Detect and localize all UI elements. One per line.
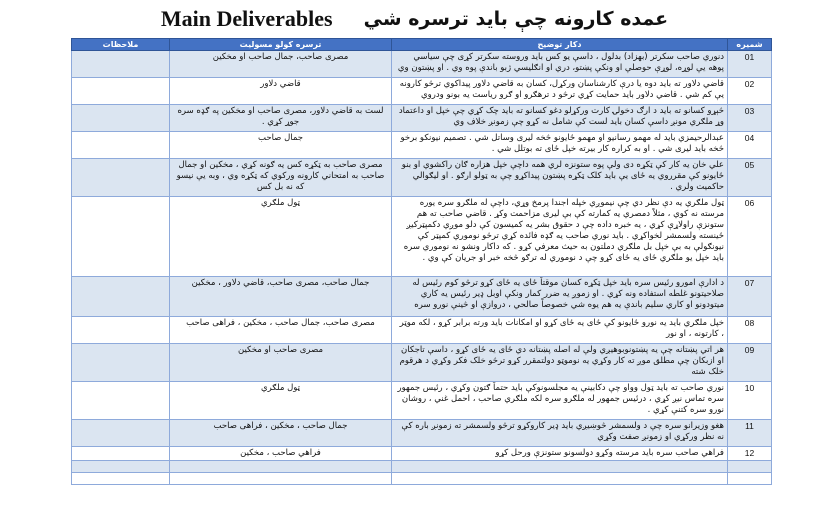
row-number: 02: [728, 78, 772, 105]
row-responsible: مصری صاحب به ټکړه کس یه ګونه کړي ، مخکین او جمال صاحب به امتحاني کارونه ورکوي که ټکړه وي ، وبه یې نیسو که نه بل کس: [170, 159, 392, 197]
title-pashto: عمده کارونه چې باید ترسره شي: [363, 8, 669, 30]
table-row: [72, 51, 772, 78]
title-english: Main Deliverables: [160, 6, 333, 31]
row-description: عبدالرحیمزي باید له مهمو رسانیو او مهمو ځایونو څخه لیری وساتل شي . تصمیم نیونکو برخو څخه باید لیری شي . او به کراره کار بیرته خپل ځای ته بوتلل شي .: [392, 132, 728, 159]
table-row: [72, 277, 772, 317]
empty-cell: [728, 473, 772, 485]
row-responsible: جمال صاحب: [170, 132, 392, 159]
table-row: [72, 159, 772, 197]
deliverables-table: [71, 38, 772, 485]
table-row: [72, 197, 772, 277]
row-description: هر اتي پښتانه چې یه پښتونوبوهیږي ولې له اصله پښتانه دي ځای یه ځای کړو ، داسې تاجکان او ازبکان چې مطلق موږ ته کار وکړي یه نوموټو دولتمقرر کړو ترڅو خلک فکر وکړي د هرقوم خلک شته: [392, 344, 728, 382]
header-number: شمیره: [728, 39, 772, 51]
empty-cell: [728, 461, 772, 473]
table-row: [72, 317, 772, 344]
row-responsible: مصری صاحب، جمال صاحب او مخکین: [170, 51, 392, 78]
row-responsible: لست به قاضي دلاور، مصری صاحب او مخکین په ګډه سره جوړ کړي .: [170, 105, 392, 132]
table-row: [72, 382, 772, 420]
row-number: 01: [728, 51, 772, 78]
row-responsible: ټول ملګري: [170, 197, 392, 277]
empty-cell: [392, 461, 728, 473]
row-number: 06: [728, 197, 772, 277]
table-row: [72, 420, 772, 447]
row-description: خپل ملګري باید یه نورو ځایونو کې ځای یه ځای کړو او امکانات باید ورته برابر کړو ، لکه موټر ، کارتونه ، او نور: [392, 317, 728, 344]
row-notes: [72, 277, 170, 317]
empty-cell: [392, 473, 728, 485]
row-description: هغو وزیرانو سره چې د ولسمشر څوښیږي باید ډیر کاروکړو ترڅو ولسمشر ته زمونږ باره کې نه نظر ورکړي او زمونږ صفت وکړي: [392, 420, 728, 447]
empty-cell: [170, 461, 392, 473]
row-number: 12: [728, 447, 772, 461]
empty-row: [72, 461, 772, 473]
table-row: [72, 78, 772, 105]
row-description: د ادارې امورو رئیس سره باید خپل ټکړه کسان موقتاً ځای یه ځای کړو ترڅو کوم رئیس له صلاحیتونو غلطه استفاده ونه کړي . او زموږ یه ضرر کمار ونکې اوبل ډیر رئیس یه کاري میتودونو او کاري سلیم باندې یه هم یوه شي خصوصاً صالحي ، دروازې او څینې نورو سره: [392, 277, 728, 317]
row-description: فراهي صاحب سره باید مرسته وکړو دولسونو ستونزې ورحل کړو: [392, 447, 728, 461]
row-number: 03: [728, 105, 772, 132]
row-number: 11: [728, 420, 772, 447]
empty-row: [72, 473, 772, 485]
row-description: علي خان یه کار کې ټکړه دی ولې پوه ستونزه لري همه داچې خپل هزاره ګان راکشوي او بنو ځایونو کې مقرروي یه ځای یې باید کلک ټکړه پښتون پیداکړو چې به ټولو ارګو . او لیګوالي حاکمیت ولري .: [392, 159, 728, 197]
row-notes: [72, 105, 170, 132]
header-description: دکار توضیح: [392, 39, 728, 51]
table-body: [72, 51, 772, 485]
row-notes: [72, 197, 170, 277]
row-responsible: جمال صاحب ، مخکین ، فراهی صاحب: [170, 420, 392, 447]
row-number: 04: [728, 132, 772, 159]
row-description: قاضي دلاور ته باید دوه یا درې کارشناسان ورکړل، کسان به قاضي دلاور پیداکوي ترڅو کارونه یې کم شي . قاضي دلاور باید حمایت کړي ترڅو د ترهګرو او ګرو ریاست یه بونو ودروي: [392, 78, 728, 105]
row-responsible: فراهي صاحب ، مخکین: [170, 447, 392, 461]
row-notes: [72, 317, 170, 344]
row-notes: [72, 159, 170, 197]
header-notes: ملاحظات: [72, 39, 170, 51]
page-title: [0, 6, 829, 36]
header-responsible: ترسره کولو مسولیت: [170, 39, 392, 51]
row-notes: [72, 51, 170, 78]
row-responsible: جمال صاحب، مصری صاحب، قاضي دلاور ، مخکین: [170, 277, 392, 317]
row-notes: [72, 78, 170, 105]
empty-cell: [72, 473, 170, 485]
row-notes: [72, 447, 170, 461]
row-responsible: قاضي دلاور: [170, 78, 392, 105]
row-responsible: مصری صاحب او مخکین: [170, 344, 392, 382]
table-row: [72, 105, 772, 132]
row-number: 08: [728, 317, 772, 344]
row-notes: [72, 132, 170, 159]
row-description: نوري صاحب ته باید ټول وواو چې دکابینې یه مجلسونوکې باید حتماً ګتون وکړي ، رئیس جمهور سره تماس نیږ کړي ، درئیس جمهور له ملګرو سره لکه ملګري صاحب ، احمل غني ، روشان نورو سره کتنې کړي .: [392, 382, 728, 420]
table-row: [72, 344, 772, 382]
row-notes: [72, 420, 170, 447]
row-number: 05: [728, 159, 772, 197]
row-number: 10: [728, 382, 772, 420]
table-row: [72, 447, 772, 461]
table-row: [72, 132, 772, 159]
empty-cell: [72, 461, 170, 473]
row-responsible: مصری صاحب، جمال صاحب ، مخکین ، فراهی صاحب: [170, 317, 392, 344]
row-description: دنوري صاحب سکرتر (بهزاد) بدلول ، داسې یو کس باید وروسته سکرتر کړی چې سیاسي پوهه یې لوړه، لوړې حوصلې او ونکې پښتو، دري او انګلیسي ژبو باندې پوه وي . او پښتون وي: [392, 51, 728, 78]
row-notes: [72, 382, 170, 420]
empty-cell: [170, 473, 392, 485]
row-responsible: ټول ملګري: [170, 382, 392, 420]
row-notes: [72, 344, 170, 382]
row-number: 09: [728, 344, 772, 382]
row-description: ټول ملګري یه دې نظر دي چې نیموږي خپله اجندا پرمخ وړي، داچې له ملګرو سره یوره مرسته نه کوي ، مثلاً دمصري یه کمارته کې بې لیری مزاحمت وکړ . قاضي صاحب ته هم ستونزې راولاړې کړي ، یه خبره داده چې د حقوق بشر یه کمیسون کې دلو موږي دکمپټرکیږ ځینسته ولسمشر لخواکړي . باید نوري صاحب یه ګډه فائده کړي ترڅو نوموري کمپټر کې نیونګولې به بې خپل بل ملګري دملتون به حیث معرفي کړو . که داکار ونشو نه نوموري سره باید خپل یو ملګري ځای یه ځای کړو چې د نوموري له ترګو څخه خبر او جریان کې وي .: [392, 197, 728, 277]
row-description: څېړو کسانو ته باید د ارګ دخولۍ کارت ورکړلو دغو کسانو ته باید چک کړي چې خپل او داعتماد وړ ملګري مونږ داسې کسان باید لست کې شامل نه کړو چې زمونږ خلاف وي: [392, 105, 728, 132]
table-header-row: [72, 39, 772, 51]
row-number: 07: [728, 277, 772, 317]
